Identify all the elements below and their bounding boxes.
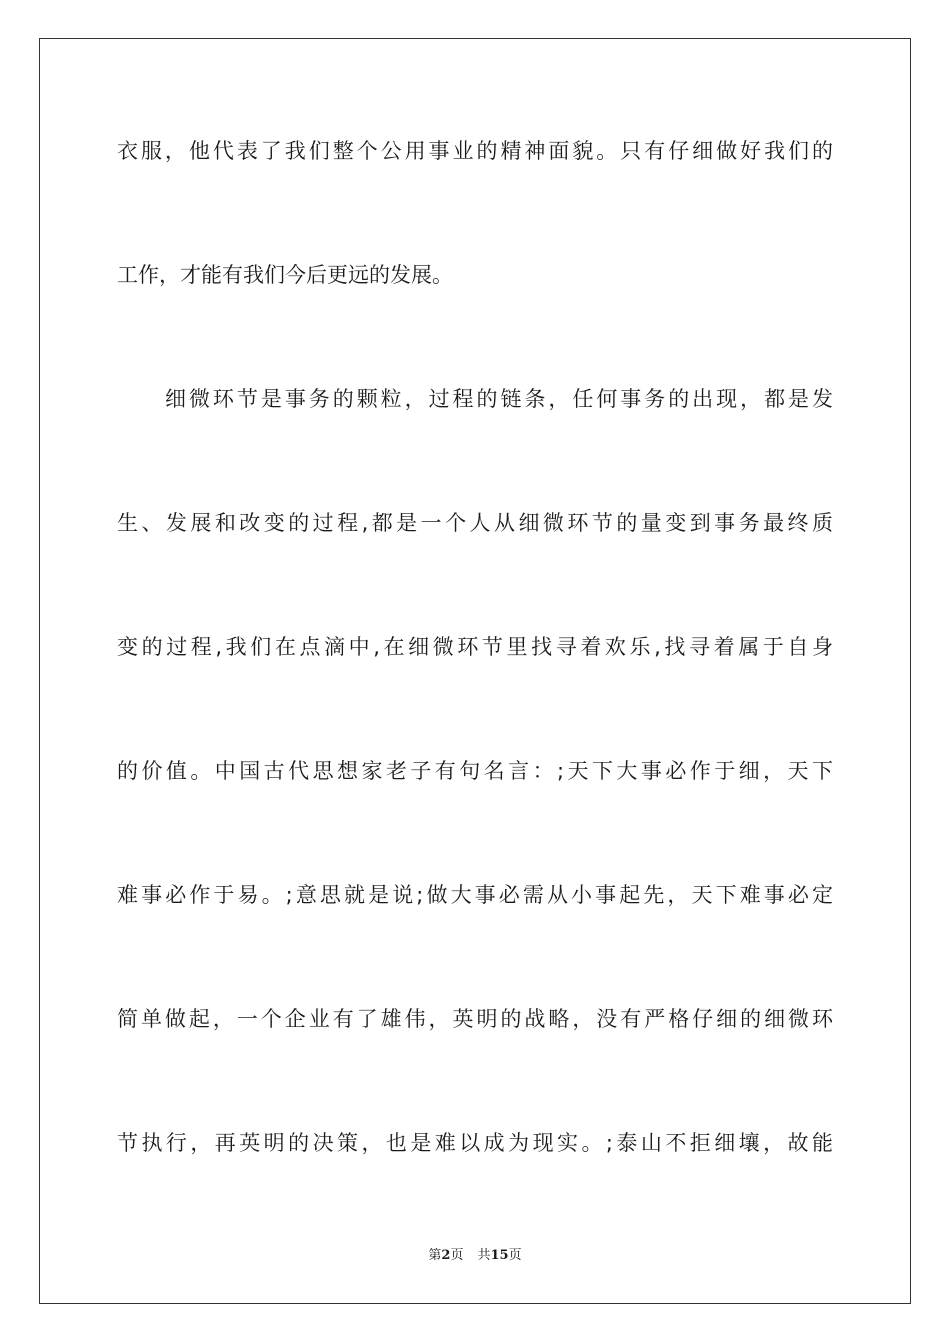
body-line-3: 细微环节是事务的颗粒，过程的链条，任何事务的出现，都是发 (165, 387, 833, 411)
footer-page-prefix: 第 (428, 1248, 442, 1263)
page-footer (0, 1247, 950, 1265)
body-line-4: 生、发展和改变的过程,都是一个人从细微环节的量变到事务最终质 (117, 511, 833, 535)
body-line-5: 变的过程,我们在点滴中,在细微环节里找寻着欢乐,找寻着属于自身 (117, 635, 833, 659)
footer-total-suffix: 页 (508, 1248, 522, 1263)
body-line-8: 简单做起，一个企业有了雄伟，英明的战略，没有严格仔细的细微环 (117, 1007, 833, 1031)
body-line-2: 工作，才能有我们今后更远的发展。 (117, 263, 453, 287)
page-frame (39, 38, 911, 1304)
footer-page-suffix: 页 (450, 1248, 464, 1263)
body-line-1: 衣服，他代表了我们整个公用事业的精神面貌。只有仔细做好我们的 (117, 139, 833, 163)
body-line-9: 节执行，再英明的决策，也是难以成为现实。;泰山不拒细壤，故能 (117, 1131, 833, 1155)
footer-total-prefix: 共 (477, 1248, 491, 1263)
body-line-6: 的价值。中国古代思想家老子有句名言：;天下大事必作于细，天下 (117, 759, 833, 783)
body-line-7: 难事必作于易。;意思就是说;做大事必需从小事起先，天下难事必定 (117, 883, 833, 907)
footer-total-pages: 15 (490, 1248, 509, 1263)
footer-page-number: 2 (441, 1248, 451, 1263)
